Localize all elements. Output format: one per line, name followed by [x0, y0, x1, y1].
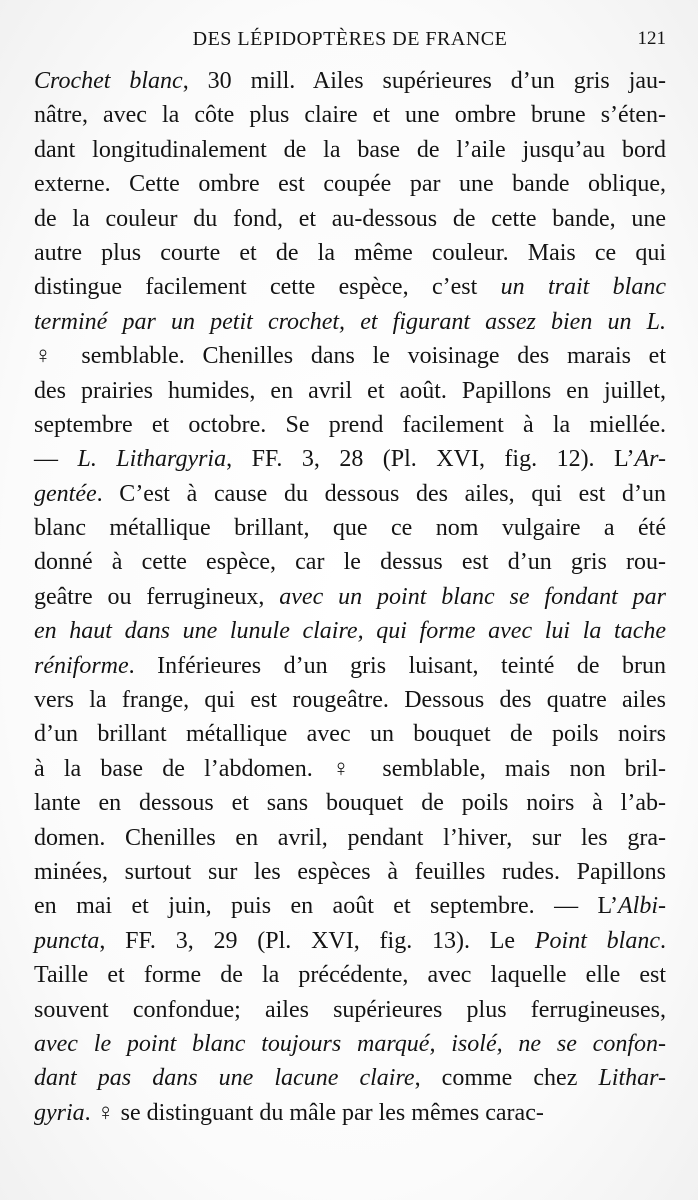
- text-line: [34, 167, 666, 201]
- text-line: [34, 1096, 666, 1130]
- text-segment: —: [34, 446, 78, 473]
- text-segment: souvent confondue; ailes supérieures plus ferrugineuses,: [34, 996, 666, 1023]
- italic-text-segment: Ar-: [634, 446, 667, 473]
- text-line: [34, 993, 666, 1027]
- running-head: [34, 28, 666, 52]
- text-line: [34, 64, 666, 98]
- text-segment: en mai et juin, puis en août et septembre. — L’: [34, 893, 618, 920]
- italic-text-segment: un trait blanc: [500, 274, 666, 301]
- text-segment: . ♀ se distinguant du mâle par les mêmes carac-: [84, 1099, 544, 1126]
- text-segment: vers la frange, qui est rougeâtre. Dessous des quatre ailes: [34, 687, 666, 714]
- text-segment: , FF. 3, 29 (Pl. XVI, fig. 13). Le: [99, 927, 535, 954]
- text-line: [34, 614, 666, 648]
- text-segment: minées, surtout sur les espèces à feuilles rudes. Papillons: [34, 858, 666, 885]
- text-line: [34, 752, 666, 786]
- text-line: [34, 924, 666, 958]
- text-segment: , comme chez: [414, 1065, 599, 1092]
- text-line: [34, 821, 666, 855]
- italic-text-segment: terminé par un petit crochet, et figurant assez bien un L.: [34, 308, 666, 335]
- text-segment: , FF. 3, 28 (Pl. XVI, fig. 12). L’: [226, 446, 635, 473]
- italic-text-segment: avec un point blanc se fondant par: [279, 583, 666, 610]
- text-line: [34, 1027, 666, 1061]
- body-text: [34, 64, 666, 1130]
- text-segment: .: [660, 927, 666, 954]
- text-line: [34, 649, 666, 683]
- text-line: [34, 408, 666, 442]
- text-segment: donné à cette espèce, car le dessus est d’un gris rou-: [34, 549, 666, 576]
- text-segment: domen. Chenilles en avril, pendant l’hiver, sur les gra-: [34, 824, 666, 851]
- page-number: 121: [637, 28, 666, 49]
- text-segment: des prairies humides, en avril et août. Papillons en juillet,: [34, 377, 666, 404]
- text-segment: distingue facilement cette espèce, c’est: [34, 274, 501, 301]
- text-line: [34, 889, 666, 923]
- text-segment: , 30 mill. Ailes supérieures d’un gris jau-: [182, 68, 667, 94]
- text-segment: ♀ semblable. Chenilles dans le voisinage des marais et: [34, 343, 666, 370]
- italic-text-segment: Lithar-: [598, 1065, 666, 1092]
- text-segment: Taille et forme de la précédente, avec laquelle elle est: [34, 962, 666, 989]
- italic-text-segment: Crochet blanc: [34, 68, 183, 94]
- text-line: [34, 717, 666, 751]
- text-segment: de la couleur du fond, et au-dessous de cette bande, une: [34, 205, 666, 232]
- text-line: [34, 305, 666, 339]
- italic-text-segment: réniforme: [34, 652, 129, 679]
- text-line: [34, 270, 666, 304]
- text-line: [34, 545, 666, 579]
- italic-text-segment: dant pas dans une lacune claire: [34, 1065, 415, 1092]
- text-segment: septembre et octobre. Se prend facilement à la miellée.: [34, 411, 666, 438]
- text-segment: externe. Cette ombre est coupée par une bande oblique,: [34, 171, 666, 198]
- text-line: [34, 580, 666, 614]
- text-line: [34, 477, 666, 511]
- text-line: [34, 511, 666, 545]
- italic-text-segment: avec le point blanc toujours marqué, isolé, ne se confon-: [34, 1030, 666, 1057]
- text-segment: blanc métallique brillant, que ce nom vulgaire a été: [34, 515, 666, 542]
- text-line: [34, 236, 666, 270]
- italic-text-segment: puncta: [34, 927, 100, 954]
- text-segment: lante en dessous et sans bouquet de poils noirs à l’ab-: [34, 790, 666, 817]
- text-segment: . C’est à cause du dessous des ailes, qui est d’un: [96, 480, 666, 507]
- text-line: [34, 133, 666, 167]
- italic-text-segment: en haut dans une lunule claire, qui forme avec lui la tache: [34, 618, 666, 645]
- text-line: [34, 339, 666, 373]
- text-line: [34, 958, 666, 992]
- running-title: DES LÉPIDOPTÈRES DE FRANCE: [192, 28, 508, 50]
- text-line: [34, 442, 666, 476]
- italic-text-segment: L. Lithargyria: [77, 446, 227, 473]
- text-segment: à la base de l’abdomen. ♀ semblable, mais non bril-: [34, 755, 666, 782]
- text-segment: geâtre ou ferrugineux,: [34, 583, 280, 610]
- text-line: [34, 202, 666, 236]
- text-segment: d’un brillant métallique avec un bouquet de poils noirs: [34, 721, 666, 748]
- text-segment: dant longitudinalement de la base de l’aile jusqu’au bord: [34, 136, 666, 163]
- italic-text-segment: Point blanc: [534, 927, 660, 954]
- text-segment: . Inférieures d’un gris luisant, teinté de brun: [128, 652, 666, 679]
- text-segment: nâtre, avec la côte plus claire et une ombre brune s’éten-: [34, 102, 666, 129]
- text-line: [34, 786, 666, 820]
- text-line: [34, 98, 666, 132]
- text-line: [34, 683, 666, 717]
- text-line: [34, 1061, 666, 1095]
- italic-text-segment: gyria: [34, 1099, 85, 1126]
- text-line: [34, 374, 666, 408]
- text-line: [34, 855, 666, 889]
- italic-text-segment: Albi-: [618, 893, 666, 920]
- text-segment: autre plus courte et de la même couleur. Mais ce qui: [34, 239, 666, 266]
- italic-text-segment: gentée: [34, 480, 97, 507]
